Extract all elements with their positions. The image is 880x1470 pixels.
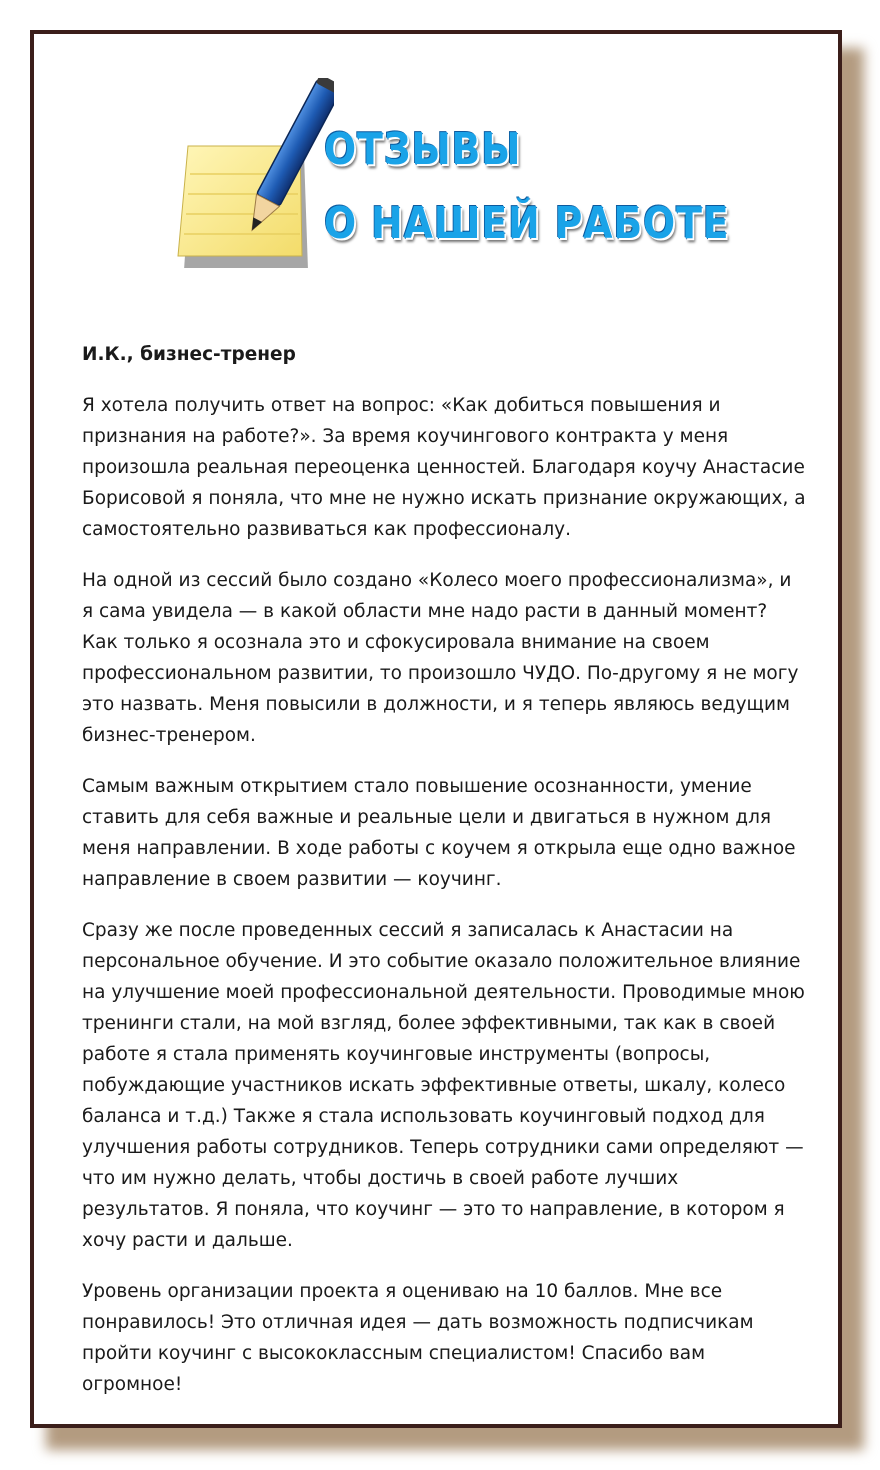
title-line-2: О НАШЕЙ РАБОТЕ bbox=[324, 198, 730, 249]
title-line-1: ОТЗЫВЫ bbox=[324, 124, 522, 175]
review-author: И.К., бизнес-тренер bbox=[82, 344, 296, 365]
review-paragraph-4: Сразу же после проведенных сессий я записалась к Анастасии на персональное обучение. И это событие оказало положительное влияние на улучшение моей профессиональной деятельности. Проводимые мною тренинги стали, на мой взгляд, более эффективными, так как в своей работе я стала применять коучинговые инструменты (вопросы, побуждающие участников искать эффективные ответы, шкалу, колесо баланса и т.д.) Также я стала использовать коучинговый подход для улучшения работы сотрудников. Теперь сотрудники сами определяют — что им нужно делать, чтобы достичь в своей работе лучших результатов. Я поняла, что коучинг — это то направление, в котором я хочу расти и дальше. bbox=[82, 920, 805, 1251]
review-card bbox=[30, 30, 842, 1428]
review-paragraph-1: Я хотела получить ответ на вопрос: «Как добиться повышения и признания на работе?». За время коучингового контракта у меня произошла реальная переоценка ценностей. Благодаря коучу Анастасие Борисовой я поняла, что мне не нужно искать признание окружающих, а самостоятельно развиваться как профессионалу. bbox=[82, 395, 806, 540]
notepad-pencil-icon bbox=[174, 78, 334, 268]
review-paragraph-3: Самым важным открытием стало повышение осознанности, умение ставить для себя важные и реальные цели и двигаться в нужном для меня направлении. В ходе работы с коучем я открыла еще одно важное направление в своем развитии — коучинг. bbox=[82, 776, 796, 890]
review-paragraph-2: На одной из сессий было создано «Колесо моего профессионализма», и я сама увидела — в какой области мне надо расти в данный момент? Как только я осознала это и сфокусировала внимание на своем профессиональном развитии, то произошло ЧУДО. По-другому я не могу это назвать. Меня повысили в должности, и я теперь являюсь ведущим бизнес-тренером. bbox=[82, 570, 799, 746]
review-content bbox=[82, 339, 806, 1420]
review-paragraph-5: Уровень организации проекта я оцениваю на 10 баллов. Мне все понравилось! Это отличная идея — дать возможность подписчикам пройти коучинг с высококлассным специалистом! Спасибо вам огромное! bbox=[82, 1281, 754, 1395]
header-logo bbox=[174, 78, 734, 278]
